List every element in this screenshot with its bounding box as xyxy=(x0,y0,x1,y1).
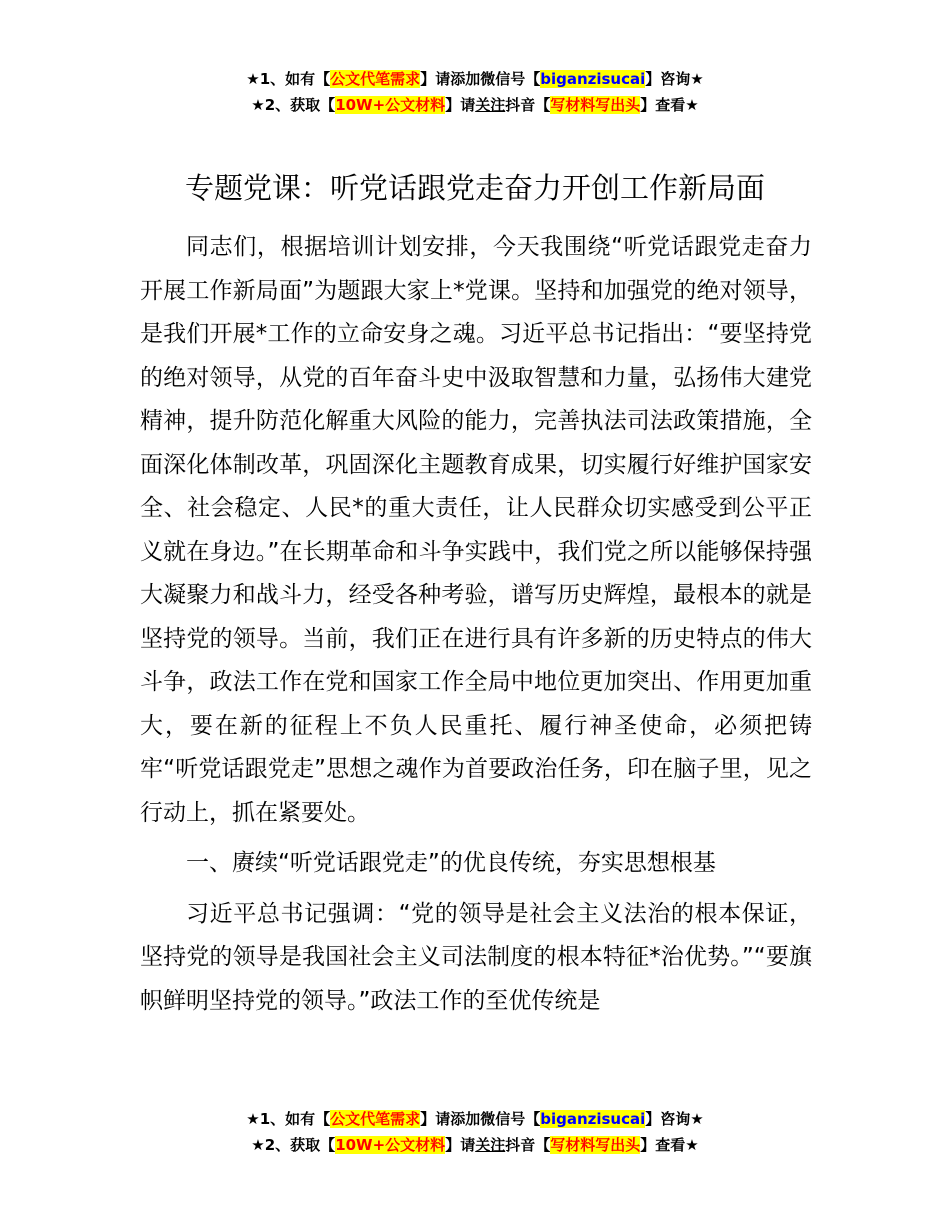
promo-line-2: ★2、获取【10W+公文材料】请关注抖音【写材料写出头】查看★ xyxy=(251,1136,699,1154)
promo-wechat-id: biganzisucai xyxy=(540,70,646,88)
section-heading: 一、赓续“听党话跟党走”的优良传统，夯实思想根基 xyxy=(186,850,716,876)
document-title: 专题党课：听党话跟党走奋力开创工作新局面 xyxy=(184,171,765,205)
header-promo-banner xyxy=(0,66,950,118)
promo-wechat-id: biganzisucai xyxy=(540,1110,646,1128)
promo-douyin-account: 写材料写出头 xyxy=(550,96,641,114)
promo-highlight-materials: 10W+公文材料 xyxy=(335,96,446,114)
document-body xyxy=(140,226,812,1023)
body-paragraph: 同志们，根据培训计划安排，今天我围绕“听党话跟党走奋力开展工作新局面”为题跟大家上*党课。坚持和加强党的绝对领导，是我们开展*工作的立命安身之魂。习近平总书记指出：“要坚持党的绝对领导，从党的百年奋斗史中汲取智慧和力量，弘扬伟大建党精神，提升防范化解重大风险的能力，完善执法司法政策措施，全面深化体制改革，巩固深化主题教育成果，切实履行好维护国家安全、社会稳定、人民*的重大责任，让人民群众切实感受到公平正义就在身边。”在长期革命和斗争实践中，我们党之所以能够保持强大凝聚力和战斗力，经受各种考验，谱写历史辉煌，最根本的就是坚持党的领导。当前，我们正在进行具有许多新的历史特点的伟大斗争，政法工作在党和国家工作全局中地位更加突出、作用更加重大，要在新的征程上不负人民重托、履行神圣使命，必须把铸牢“听党话跟党走”思想之魂作为首要政治任务，印在脑子里，见之行动上，抓在紧要处。 xyxy=(140,234,812,826)
promo-highlight-service: 公文代笔需求 xyxy=(330,70,421,88)
promo-line-2: ★2、获取【10W+公文材料】请关注抖音【写材料写出头】查看★ xyxy=(251,96,699,114)
promo-follow-underlined: 关注 xyxy=(475,1136,506,1154)
footer-promo-banner xyxy=(0,1106,950,1158)
promo-line-1: ★1、如有【公文代笔需求】请添加微信号【biganzisucai】咨询★ xyxy=(246,1110,704,1128)
promo-highlight-materials: 10W+公文材料 xyxy=(335,1136,446,1154)
promo-follow-underlined: 关注 xyxy=(475,96,506,114)
promo-douyin-account: 写材料写出头 xyxy=(550,1136,641,1154)
promo-highlight-service: 公文代笔需求 xyxy=(330,1110,421,1128)
promo-line-1: ★1、如有【公文代笔需求】请添加微信号【biganzisucai】咨询★ xyxy=(246,70,704,88)
body-paragraph: 习近平总书记强调：“党的领导是社会主义法治的根本保证，坚持党的领导是我国社会主义司法制度的根本特征*治优势。”“要旗帜鲜明坚持党的领导。”政法工作的至优传统是 xyxy=(140,900,812,1014)
